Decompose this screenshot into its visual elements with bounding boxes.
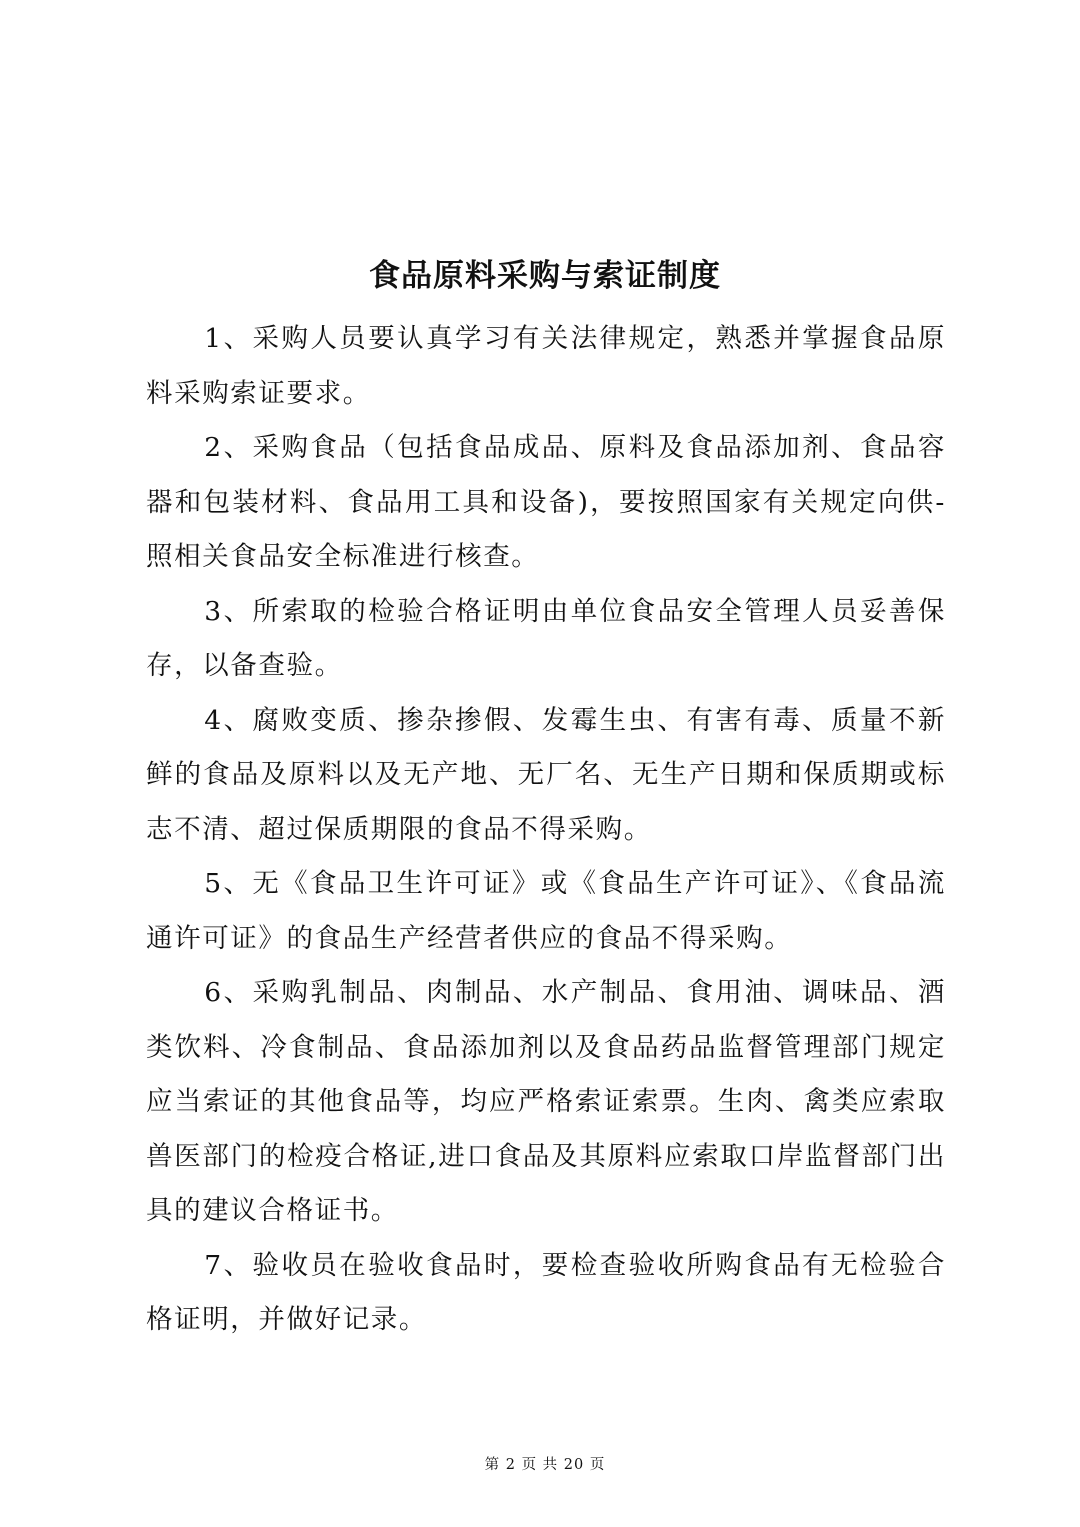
paragraph-3: 3、所索取的检验合格证明由单位食品安全管理人员妥善保存，以备查验。 [146,595,946,681]
document-body [146,312,946,1348]
paragraph-4: 4、腐败变质、掺杂掺假、发霉生虫、有害有毒、质量不新鲜的食品及原料以及无产地、无厂名、无生产日期和保质期或标志不清、超过保质期限的食品不得采购。 [146,704,946,845]
paragraph-5: 5、无《食品卫生许可证》或《食品生产许可证》、《食品流通许可证》的食品生产经营者供应的食品不得采购。 [146,868,946,954]
paragraph-2: 2、采购食品（包括食品成品、原料及食品添加剂、食品容器和包装材料、食品用工具和设备)，要按照国家有关规定向供-照相关食品安全标准进行核查。 [146,432,946,572]
page-number-footer: 第 2 页 共 20 页 [484,1457,606,1473]
paragraph-6: 6、采购乳制品、肉制品、水产制品、食用油、调味品、酒类饮料、冷食制品、食品添加剂以及食品药品监督管理部门规定应当索证的其他食品等，均应严格索证索票。生肉、禽类应索取兽医部门的检疫合格证,进口食品及其原料应索取口岸监督部门出具的建议合格证书。 [146,977,946,1226]
document-title: 食品原料采购与索证制度 [369,258,721,294]
paragraph-7: 7、验收员在验收食品时，要检查验收所购食品有无检验合格证明，并做好记录。 [146,1249,946,1335]
paragraph-1: 1、采购人员要认真学习有关法律规定，熟悉并掌握食品原料采购索证要求。 [146,323,946,409]
